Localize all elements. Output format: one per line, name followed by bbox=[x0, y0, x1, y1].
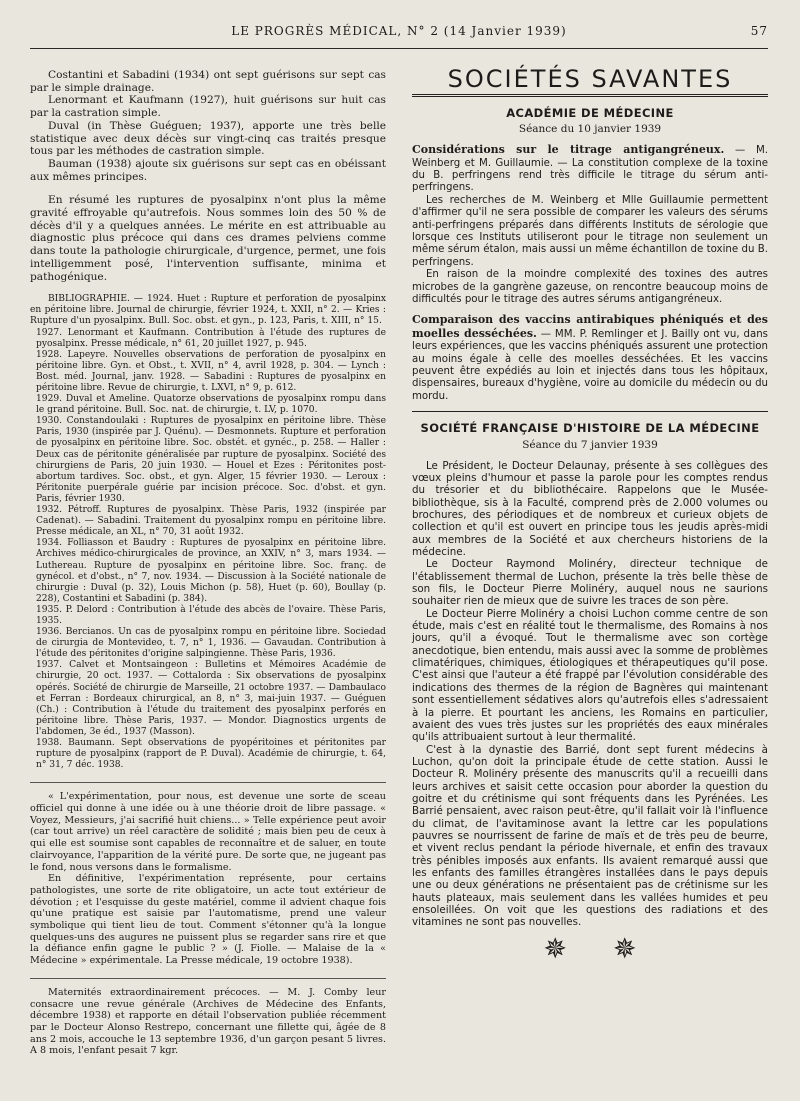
quote-paragraph: En définitive, l'expérimentation représente, pour certains pathologistes, une sorte de rite obligatoire, un acte tout extérieur de dévotion ; et l'esquisse du geste matériel, comme il advient chaque fois qu'une pratique est saisie par l'automatisme, prend une valeur symbolique qui tient lieu de tout. Comment s'étonner qu'à la longue quelques-uns des augures ne puissent plus se regarder sans rire et que la défiance enfin gagne le public ? » (J. Fiolle. — Malaise de la « Médecine » expérimentale. La Presse médicale, 19 octobre 1938). bbox=[30, 873, 386, 967]
bibliography-entry: BIBLIOGRAPHIE. — 1924. Huet : Rupture et perforation de pyosalpinx en péritoine libre. Journal de chirurgie, février 1924, t. XXII, n° 2. — Kries : Rupture d'un pyosalpinx. Bull. Soc. obst. et gyn., p. 123, Paris, t. XIII, n° 15. bbox=[30, 294, 386, 327]
bibliography-entry: 1935. P. Delord : Contribution à l'étude des abcès de l'ovaire. Thèse Paris, 1935. bbox=[36, 604, 386, 626]
quote-block bbox=[30, 782, 386, 967]
article-title: Comparaison des vaccins antirabiques phéniqués et des moelles desséchées. bbox=[412, 313, 768, 340]
seance-date: Séance du 7 janvier 1939 bbox=[522, 438, 658, 451]
page-number: 57 bbox=[750, 24, 768, 38]
article-title: Considérations sur le titrage antigangréneux. bbox=[412, 143, 725, 157]
article-lead: — MM. P. Remlinger et J. Bailly ont vu, dans leurs expériences, que les vaccins phéniqués assurent une protection au moins égale à celle des moelles desséchées. Et les vaccins peuvent être expédiés au loin et injectés dans tous les hôpitaux, dispensaires, bureaux d'hygiène, voire au domicile du médecin ou du mordu. bbox=[412, 328, 768, 402]
bibliography-entry: 1938. Baumann. Sept observations de pyopéritoines et péritonites par rupture de pyosalpinx (rapport de P. Duval). Académie de chirurgie, t. 64, n° 31, 7 déc. 1938. bbox=[36, 738, 386, 771]
ornament-icon: ✵ bbox=[543, 931, 567, 965]
seance-date: Séance du 10 janvier 1939 bbox=[518, 123, 662, 136]
article bbox=[412, 314, 768, 403]
bibliography-entry: 1928. Lapeyre. Nouvelles observations de perforation de pyosalpinx en péritoine libre. Gyn. et Obst., t. XVII, n° 4, avril 1928, p. 304. — Lynch : Bost. méd. Journal, janv. 1928. — Sabadini : Ruptures de pyosalpinx en péritoine libre. Revue de chirurgie, t. LXVI, n° 9, p. 612. bbox=[36, 349, 386, 393]
ornaments bbox=[412, 931, 768, 965]
maternites-block bbox=[30, 978, 386, 1057]
bibliography-entry: 1930. Constandoulaki : Ruptures de pyosalpinx en péritoine libre. Thèse Paris, 1930 (inspirée par J. Quénu). — Desmonnets. Rupture et perforation de pyosalpinx en péritoine libre. Soc. obstét. et gynéc., p. 258. — Haller : Deux cas de péritonite généralisée par rupture de pyosalpinx. Société des chirurgiens de Paris, 20 juin 1930. — Houel et Ezes : Péritonites post-abortum tardives. Soc. obst., et gyn. Alger, 15 février 1930. — Leroux : Péritonite puerpérale guérie par incision précoce. Soc. d'obst. et gyn. Paris, février 1930. bbox=[36, 416, 386, 504]
running-head bbox=[30, 22, 768, 49]
bibliography bbox=[30, 294, 386, 771]
summary-paragraph: En résumé les ruptures de pyosalpinx n'ont plus la même gravité effroyable qu'autrefois. Nous sommes loin des 50 % de décès d'il y a quelques années. Le mérite en est attribuable au diagnostic plus précoce qui dans ces drames pelviens comme dans toute la pathologie chirurgicale, d'urgence, permet, une fois intelligemment posé, l'intervention suffisante, minima et pathogénique. bbox=[30, 194, 386, 283]
right-column bbox=[412, 65, 768, 1068]
academie-title: ACADÉMIE DE MÉDECINE bbox=[506, 105, 674, 120]
article-lead: — M. Weinberg et M. Guillaumie. — La constitution complexe de la toxine du B. perfringens rend très difficile le titrage du sérum anti-perfringens. bbox=[412, 145, 768, 194]
ornament-icon: ✵ bbox=[613, 931, 637, 965]
bibliography-entry: 1936. Bercianos. Un cas de pyosalpinx rompu en péritoine libre. Sociedad de cirurgia de Montevideo, t. 7, n° 1, 1936. — Gavaudan. Contribution à l'étude des péritonites d'origine salpingienne. Thèse Paris, 1936. bbox=[36, 627, 386, 660]
left-column bbox=[30, 69, 386, 1068]
paragraph: Costantini et Sabadini (1934) ont sept guérisons sur sept cas par le simple drainage. bbox=[30, 69, 386, 94]
paragraph: Duval (in Thèse Guéguen; 1937), apporte une très belle statistique avec deux décès sur vingt-cinq cas traités presque tous par les méthodes de castration simple. bbox=[30, 119, 386, 158]
bibliography-entry: 1932. Pétroff. Ruptures de pyosalpinx. Thèse Paris, 1932 (inspirée par Cadenat). — Sabadini. Traitement du pyosalpinx rompu en péritoine libre. Presse médicale, an XL, n° 70, 31 août 1932. bbox=[36, 505, 386, 538]
paragraph: Lenormant et Kaufmann (1927), huit guérisons sur huit cas par la castration simple. bbox=[30, 94, 386, 120]
histoire-report bbox=[412, 460, 768, 929]
paragraph: C'est à la dynastie des Barrié, dont sept furent médecins à Luchon, qu'on doit la principale étude de cette station. Aussi le Docteur R. Molinéry présente des manuscrits qu'il a recueilli dans leurs archives et saisit cette occasion pour aborder la question du goitre et du crétinisme qui sont fréquents dans les Pyrénées. Les Barrié pensaient, avec raison peut-être, qu'il fallait voir là l'influence du climat, de l'avitaminose avant la lettre car les populations pauvres se nourrissent de farine de maïs et de très peu de beurre, et vivent reclus pendant la période hivernale, et enfin des travaux très pénibles imposés aux enfants. Ils avaient remarqué aussi que les enfants des familles étrangères installées dans le pays depuis une ou deux générations ne présentaient pas de crétinisme sur les hauts plateaux, mais seulement dans les vallées humides et peu ensoleillées. On voit que les questions des radiations et des vitamines ne sont pas nouvelles. bbox=[412, 743, 768, 929]
divider bbox=[412, 411, 768, 412]
maternites-paragraph: Maternités extraordinairement précoces. — M. J. Comby leur consacre une revue générale (Archives de Médecine des Enfants, décembre 1938) et rapporte en détail l'observation publiée récemment par le Docteur Alonso Restrepo, concernant une fillette qui, âgée de 8 ans 2 mois, accouche le 13 septembre 1936, d'un garçon pesant 5 livres. A 8 mois, l'enfant pesait 7 kgr. bbox=[30, 986, 386, 1057]
paragraph: En raison de la moindre complexité des toxines des autres microbes de la gangrène gazeuse, on rencontre beaucoup moins de difficultés pour le titrage des autres sérums antigangréneux. bbox=[412, 269, 768, 305]
bibliography-entry: 1934. Folliasson et Baudry : Ruptures de pyosalpinx en péritoine libre. Archives médico-chirurgicales de province, an XXIV, n° 3, mars 1934. — Luthereau. Rupture de pyosalpinx en péritoine libre. Soc. franç. de gynécol. et d'obst., n° 7, nov. 1934. — Discussion à la Société nationale de chirurgie : Duval (p. 32), Louis Michon (p. 58), Huet (p. 60), Boullay (p. 228), Costantini et Sabadini (p. 384). bbox=[36, 538, 386, 604]
quote-paragraph: « L'expérimentation, pour nous, est devenue une sorte de sceau officiel qui donne à une idée ou à une théorie droit de libre passage. « Voyez, Messieurs, j'ai sacrifié huit chiens... » Telle expérience peut avoir (car tout arrive) un réel caractère de solidité ; mais bien peu de ceux à qui elle est soumise sont capables de reconnaître et de saluer, en toute clairvoyance, l'apparition de la vérité pure. De sorte que, ne jugeant pas le fond, nous versons dans le formalisme. bbox=[30, 791, 386, 873]
journal-title: LE PROGRÈS MÉDICAL, N° 2 (14 Janvier 1939) bbox=[231, 24, 567, 38]
paragraph: Bauman (1938) ajoute six guérisons sur sept cas en obéissant aux mêmes principes. bbox=[30, 157, 386, 183]
divider bbox=[412, 94, 768, 97]
bibliography-entry: 1937. Calvet et Montsaingeon : Bulletins et Mémoires Académie de chirurgie, 20 oct. 1937. — Cottalorda : Six observations de pyosalpinx opérés. Société de chirurgie de Marseille, 21 octobre 1937. — Dambaulaco et Ferran : Bordeaux chirurgical, an 8, n° 3, mai-juin 1937. — Guéguen (Ch.) : Contribution à l'étude du traitement des pyosalpinx perforés en péritoine libre. Thèse Paris, 1937. — Mondor. Diagnostics urgents de l'abdomen, 3e éd., 1937 (Masson). bbox=[36, 660, 386, 737]
histoire-title: SOCIÉTÉ FRANÇAISE D'HISTOIRE DE LA MÉDECINE bbox=[420, 421, 760, 436]
bibliography-entry: 1929. Duval et Ameline. Quatorze observations de pyosalpinx rompu dans le grand péritoine. Bull. Soc. nat. de chirurgie, t. LV, p. 1070. bbox=[36, 394, 386, 416]
paragraph: Les recherches de M. Weinberg et Mlle Guillaumie permettent d'affirmer qu'il ne sera possible de comparer les valeurs des sérums anti-perfringens préparés dans différents Instituts de sérologie que lorsque ces Instituts utiliseront pour le titrage non seulement un même sérum étalon, mais aussi un même échantillon de toxine du B. perfringens. bbox=[412, 194, 768, 268]
paragraph: Le Docteur Raymond Molinéry, directeur technique de l'établissement thermal de Luchon, présente la très belle thèse de son fils, le Docteur Pierre Molinéry, auquel nous ne saurions souhaiter rien de mieux que de suivre les traces de son père. bbox=[412, 558, 768, 608]
paragraph: Le Docteur Pierre Molinéry a choisi Luchon comme centre de son étude, mais c'est en réalité tout le thermalisme, des Romains à nos jours, qu'il a évoqué. Tout le thermalisme avec son cortège anecdotique, bien entendu, mais aussi avec la somme de problèmes climatériques, chimiques, étiologiques et thérapeutiques qu'il pose. C'est ainsi que l'auteur a été frappé par l'évolution considérable des indications des thermes de la région de Bagnères qui maintenant sont essentiellement sédatives alors qu'autrefois elles s'adressaient à la pierre. Et pourtant les anciens, les Romains en particulier, avaient des vues très justes sur les propriétés des eaux minérales qu'ils attribuaient surtout à leur thermalité. bbox=[412, 607, 768, 744]
statistics-block bbox=[30, 69, 386, 183]
bibliography-entry: 1927. Lenormant et Kaufmann. Contribution à l'étude des ruptures de pyosalpinx. Presse médicale, n° 61, 20 juillet 1927, p. 945. bbox=[36, 327, 386, 349]
article bbox=[412, 144, 768, 306]
section-title: SOCIÉTÉS SAVANTES bbox=[447, 65, 733, 93]
paragraph: Le Président, le Docteur Delaunay, présente à ses collègues des vœux pleins d'humour et passe la parole pour les comptes rendus du trésorier et du bibliothécaire. Rappelons que le Musée-bibliothèque, sis à la Faculté, comprend près de 2.000 volumes ou brochures, des périodiques et de nombreux et curieux objets de collection et qu'il est ouvert en principe tous les jeudis après-midi aux membres de la Société et aux chercheurs historiens de la médecine. bbox=[412, 459, 768, 559]
